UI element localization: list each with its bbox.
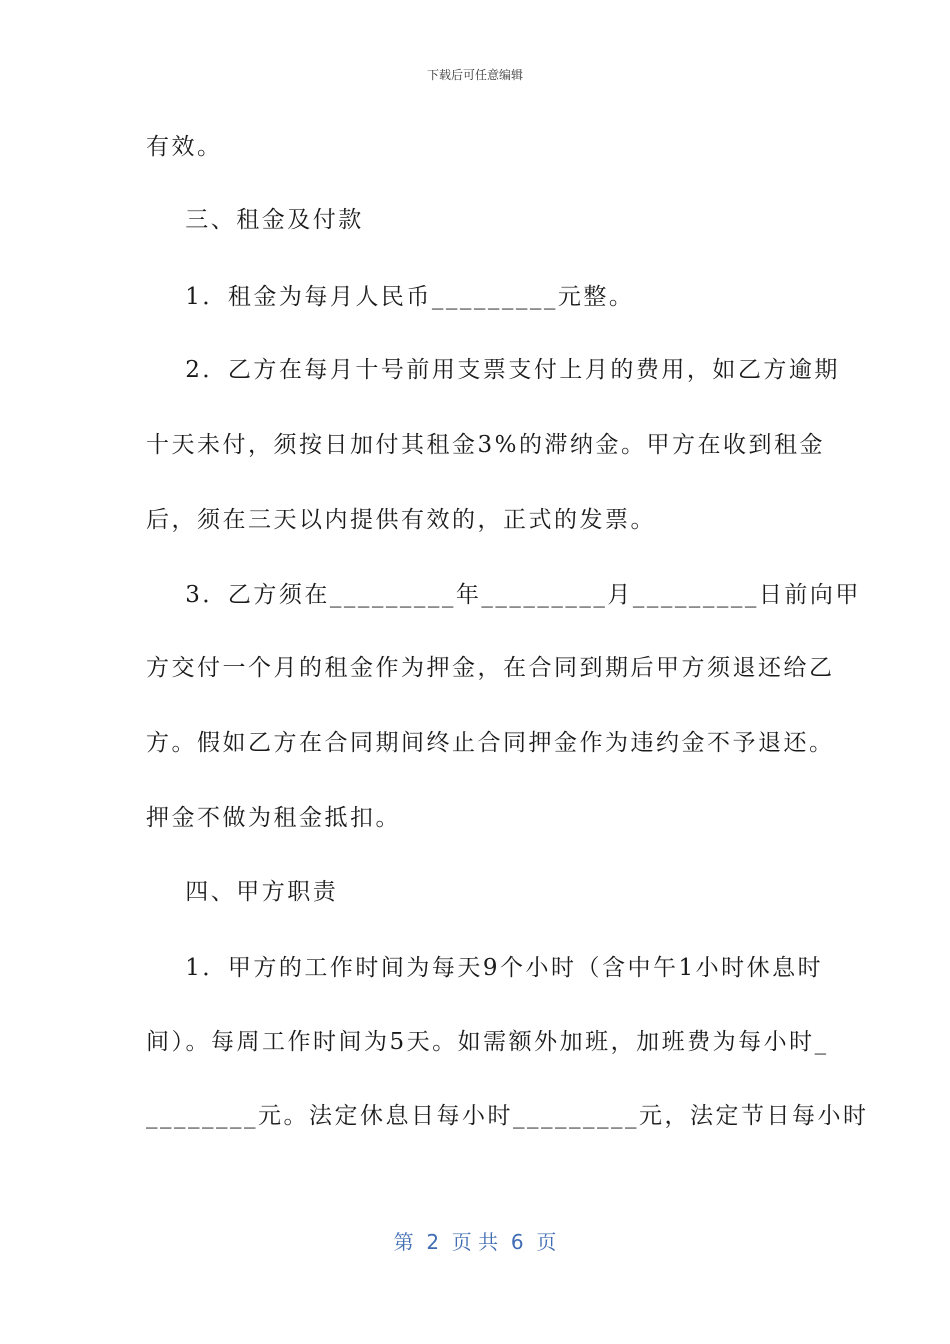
body-line: 后，须在三天以内提供有效的，正式的发票。 (146, 507, 656, 533)
body-line: 3．乙方须在_________年_________月_________日前向甲 (146, 582, 861, 608)
page-number-footer: 第 2 页 共 6 页 (393, 1230, 557, 1254)
body-line: 方。假如乙方在合同期间终止合同押金作为违约金不予退还。 (146, 730, 835, 756)
page-header-note: 下载后可任意编辑 (426, 68, 523, 82)
body-line: 2．乙方在每月十号前用支票支付上月的费用，如乙方逾期 (146, 357, 840, 383)
body-line: 有效。 (146, 134, 223, 160)
body-line: 1．租金为每月人民币_________元整。 (146, 284, 635, 310)
section-heading: 三、租金及付款 (146, 207, 364, 233)
body-line: 方交付一个月的租金作为押金，在合同到期后甲方须退还给乙 (146, 655, 835, 681)
section-heading: 四、甲方职责 (146, 879, 339, 905)
body-line: 十天未付，须按日加付其租金3%的滞纳金。甲方在收到租金 (146, 432, 825, 458)
body-line: 间）。每周工作时间为5天。如需额外加班，加班费为每小时_ (146, 1029, 829, 1055)
body-line: ________元。法定休息日每小时_________元，法定节日每小时 (146, 1103, 869, 1129)
body-line: 1．甲方的工作时间为每天9个小时（含中午1小时休息时 (146, 955, 824, 981)
body-line: 押金不做为租金抵扣。 (146, 805, 401, 831)
